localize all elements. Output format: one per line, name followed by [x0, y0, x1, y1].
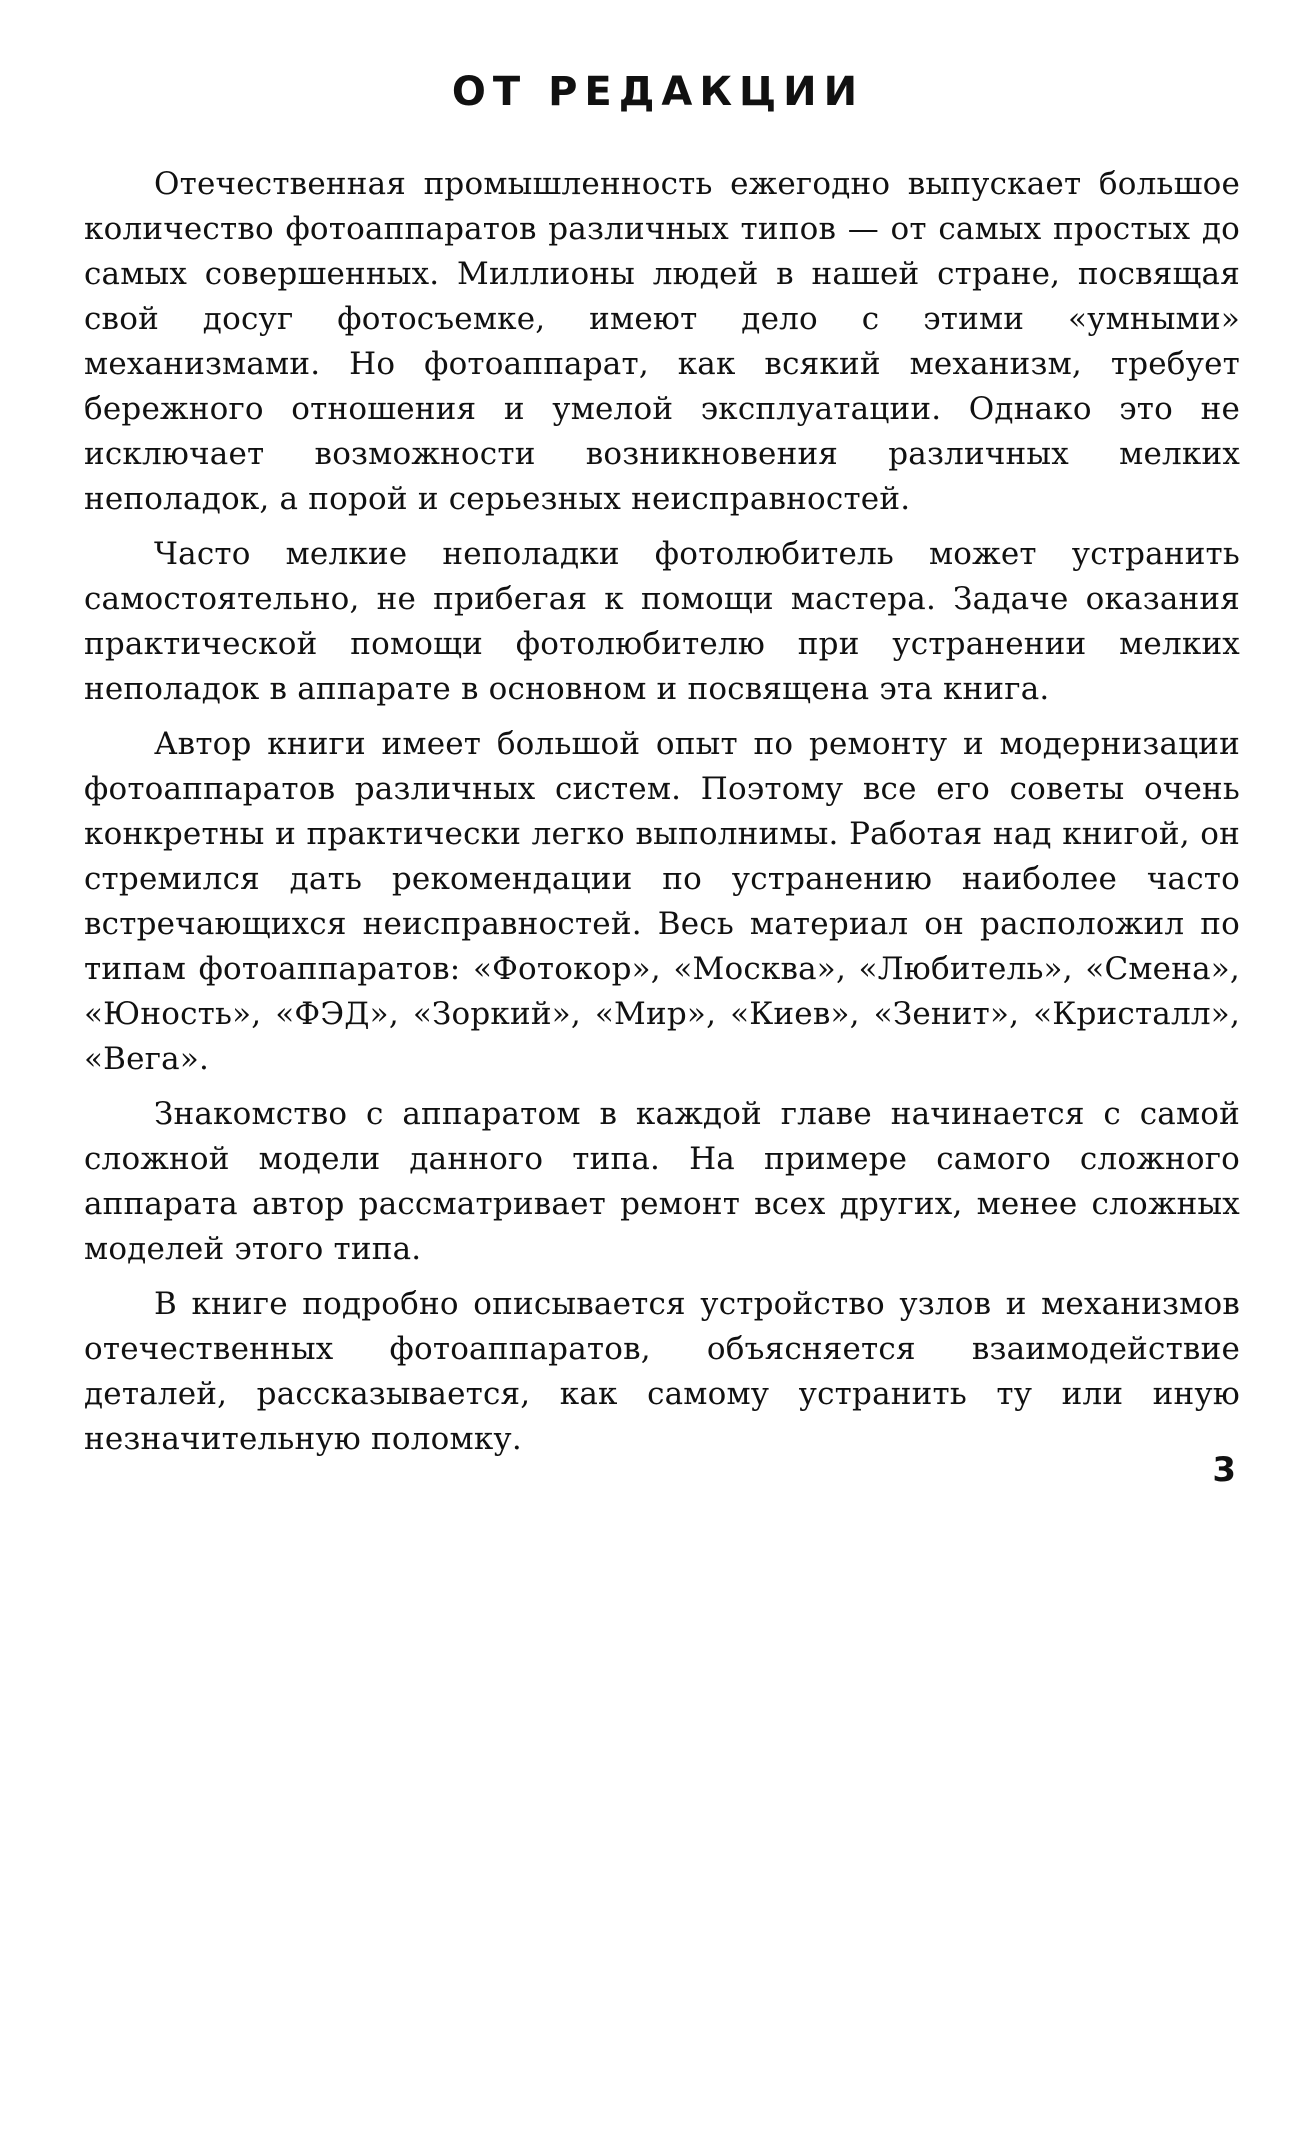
paragraph: В книге подробно описывается устройство узлов и механизмов отечественных фотоаппаратов, объясняется взаимодействие деталей, рассказывается, как самому устранить ту или иную незначительную поломку.: [84, 1286, 1240, 1457]
foreword-text: [84, 162, 1240, 1472]
page-number: 3: [1212, 1450, 1236, 1490]
paragraph: Часто мелкие неполадки фотолюбитель может устранить самостоятельно, не прибегая к помощи мастера. Задаче оказания практической помощи фотолюбителю при устранении мелких неполадок в аппарате в основном и посвящена эта книга.: [84, 536, 1240, 707]
paragraph: Автор книги имеет большой опыт по ремонту и модернизации фотоаппаратов различных систем. Поэтому все его советы очень конкретны и практически легко выполнимы. Работая над книгой, он стремился дать рекомендации по устранению наиболее часто встречающихся неисправностей. Весь материал он расположил по типам фотоаппаратов: «Фотокор», «Москва», «Любитель», «Смена», «Юность», «ФЭД», «Зоркий», «Мир», «Киев», «Зенит», «Кристалл», «Вега».: [84, 726, 1240, 1077]
paragraph: Отечественная промышленность ежегодно выпускает большое количество фотоаппаратов различных типов — от самых простых до самых совершенных. Миллионы людей в нашей стране, посвящая свой досуг фотосъемке, имеют дело с этими «умными» механизмами. Но фотоаппарат, как всякий механизм, требует бережного отношения и умелой эксплуатации. Однако это не исключает возможности возникновения различных мелких неполадок, а порой и серьезных неисправностей.: [84, 166, 1240, 517]
page-heading: ОТ РЕДАКЦИИ: [451, 69, 865, 115]
paragraph: Знакомство с аппаратом в каждой главе начинается с самой сложной модели данного типа. На примере самого сложного аппарата автор рассматривает ремонт всех других, менее сложных моделей этого типа.: [84, 1096, 1240, 1267]
